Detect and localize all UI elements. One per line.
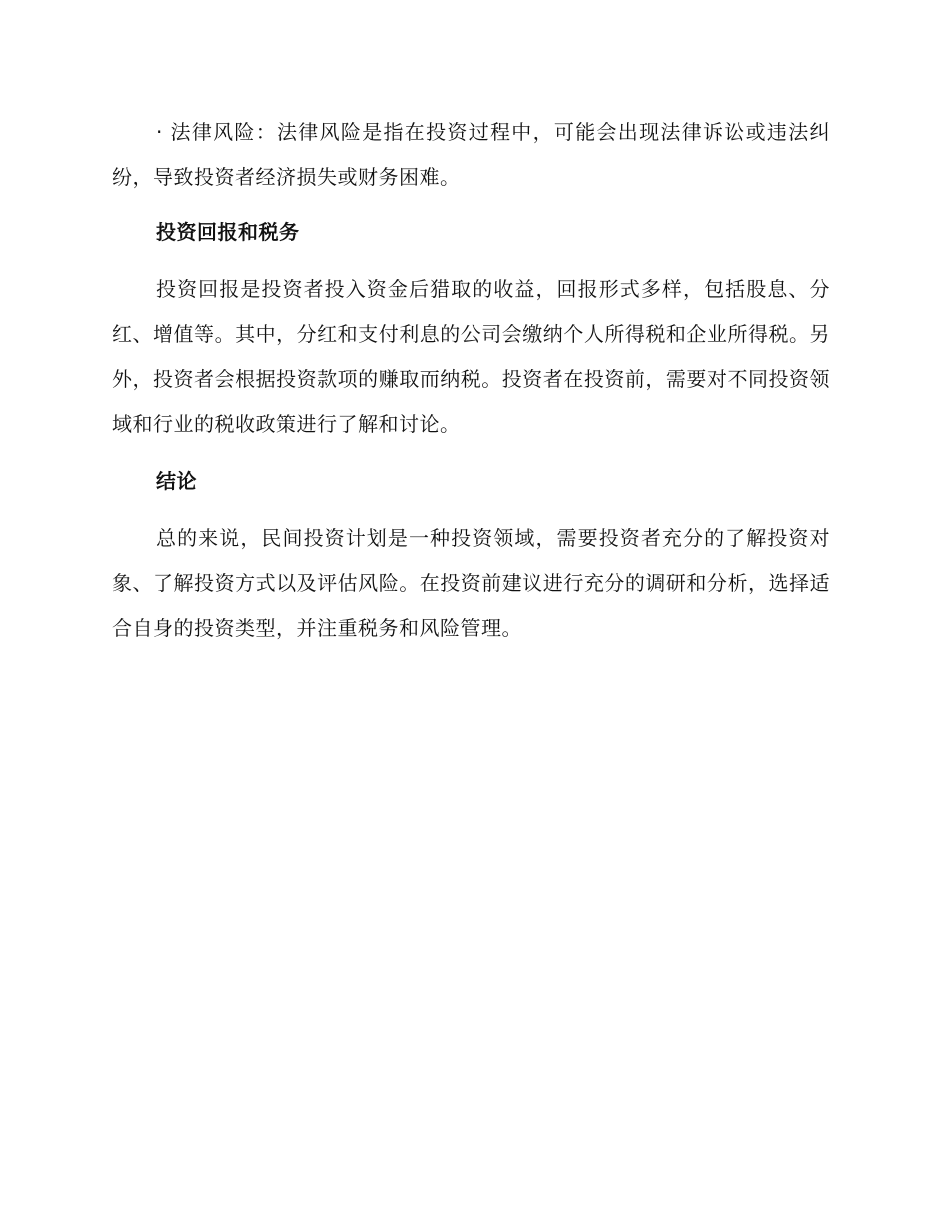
conclusion-paragraph: 总的来说，民间投资计划是一种投资领域，需要投资者充分的了解投资对象、了解投资方式以及评估风险。在投资前建议进行充分的调研和分析，选择适合自身的投资类型，并注重税务和风险管理。	[112, 526, 830, 640]
conclusion-heading: 结论	[156, 469, 197, 493]
returns-tax-heading: 投资回报和税务	[156, 220, 300, 244]
returns-tax-paragraph: 投资回报是投资者投入资金后猎取的收益，回报形式多样，包括股息、分红、增值等。其中，分红和支付利息的公司会缴纳个人所得税和企业所得税。另外，投资者会根据投资款项的赚取而纳税。投资者在投资前，需要对不同投资领域和行业的税收政策进行了解和讨论。	[112, 277, 830, 436]
document-page	[112, 110, 830, 651]
legal-risk-bullet: · 法律风险：法律风险是指在投资过程中，可能会出现法律诉讼或违法纠纷，导致投资者经济损失或财务困难。	[112, 120, 830, 189]
